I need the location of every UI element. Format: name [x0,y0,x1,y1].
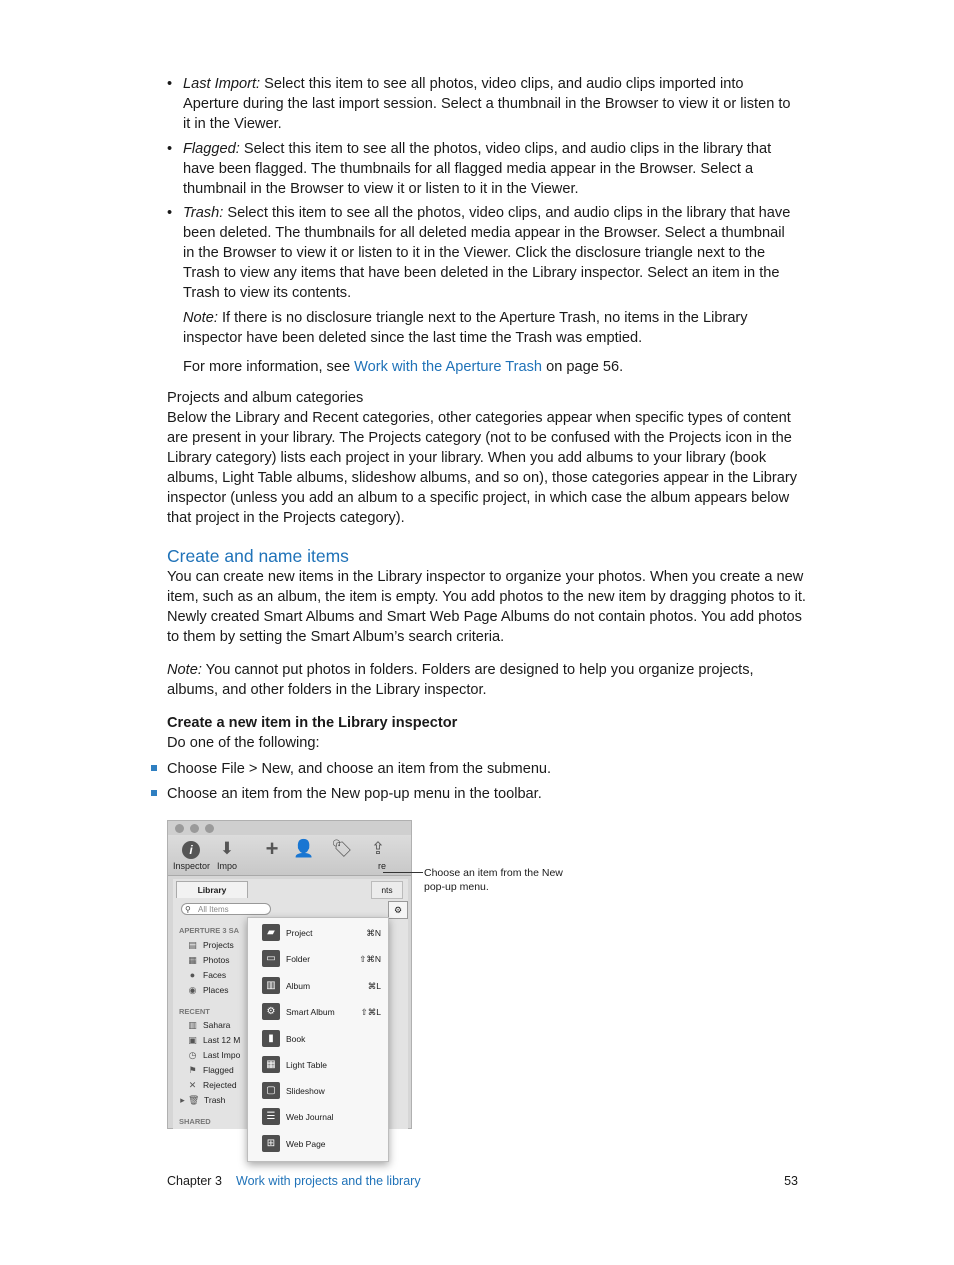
light-table-icon: ▦ [262,1056,280,1073]
square-bullet [151,790,157,796]
bullet-text: Select this item to see all the photos, video clips, and audio clips in the library that have been deleted. The thumbnails for all deleted media appear in the Browser. Select a thumbnail in the Browser to view it or listen to it in the Viewer. Click the disclosure triangle next to the Trash to view any items that have been deleted in the Library inspector. Select an item in the Trash to view its contents. [183,205,791,301]
bullet-last-import [167,74,792,134]
gear-icon: ⚙ [393,905,403,915]
figure-callout: Choose an item from the New pop-up menu. [424,867,563,893]
more-info-post: on page 56. [542,359,624,375]
footer-chapter-title[interactable]: Work with projects and the library [236,1174,421,1188]
keyword-button[interactable] [323,839,359,875]
window-titlebar [168,821,411,835]
section-aperture: APERTURE 3 SA [179,926,240,935]
search-input[interactable] [181,903,271,915]
recent-item[interactable]: ⚑ Flagged [188,1065,234,1075]
slideshow-icon: ▢ [262,1082,280,1099]
note-trash [183,308,793,348]
recent-item[interactable]: ◷ Last Impo [188,1050,241,1060]
bullet-text: Select this item to see all photos, video clips, and audio clips imported into Aperture during the last import session. Select a thumbnail in the Browser to view it or listen to it in the Viewer. [183,76,791,132]
bullet-term: Last Import: [183,76,261,92]
menu-item-light-table[interactable]: ▦ Light Table [248,1052,388,1078]
folder-icon: ▭ [262,950,280,967]
recent-item[interactable]: ✕ Rejected [188,1080,237,1090]
library-item[interactable]: ▦ Photos [188,955,230,965]
person-icon: 👤 [293,839,315,858]
calendar-icon: ▣ [188,1035,197,1045]
library-item[interactable]: ◉ Places [188,985,229,995]
flag-icon: ⚑ [188,1065,197,1075]
action-gear-button[interactable] [388,901,408,919]
toolbar [168,835,411,876]
bullet-text: Select this item to see all the photos, video clips, and audio clips in the library that have been flagged. The thumbnails for all flagged media appear in the Browser. Select a thumbnail in the Browser to view it or listen to it in the Viewer. [183,141,772,197]
smart-album-icon: ⚙ [262,1003,280,1020]
section-title: Create and name items [167,546,349,566]
clock-icon: ◷ [188,1050,197,1060]
new-popup-menu [247,917,389,1162]
page-number: 53 [784,1174,798,1188]
more-info [183,357,793,377]
inspector-tabs [176,881,406,897]
tab-library[interactable]: Library [176,881,248,898]
search-placeholder: All Items [198,905,229,914]
recent-item[interactable]: ▥ Sahara [188,1020,231,1030]
create-body: You can create new items in the Library inspector to organize your photos. When you create a new item, such as an album, the item is empty. You add photos to the new item by dragging photos to it. Newly created Smart Albums and Smart Web Page Albums do not contain photos. You add photos to them by setting the Smart Album’s search criteria. [167,569,806,645]
minimize-window-icon[interactable] [190,824,199,833]
menu-item-folder[interactable]: ▭ Folder ⇧⌘N [248,946,388,972]
trash-icon: 🗑 [188,1095,200,1105]
disclosure-triangle-icon[interactable]: ▸ [180,1095,185,1105]
more-info-pre: For more information, see [183,359,355,375]
task-step-2 [151,784,801,804]
projects-section [167,388,807,528]
inspector-label: Inspector [173,861,211,871]
note-text: You cannot put photos in folders. Folders are designed to help you organize projects, albums, and other folders in the Library inspector. [167,662,754,698]
search-icon: ⚲ [185,905,191,914]
bullet-marker: • [167,141,173,157]
library-item[interactable]: ▤ Projects [188,940,234,950]
inspector-button[interactable] [173,839,209,875]
x-icon: ✕ [188,1080,197,1090]
web-page-icon: ⊞ [262,1135,280,1152]
bullet-term: Trash: [183,205,224,221]
projects-icon: ▤ [188,940,197,950]
share-label: re [377,861,386,871]
recent-item[interactable]: ▣ Last 12 M [188,1035,241,1045]
task-block [167,713,807,753]
step-text: Choose an item from the New pop-up menu in the toolbar. [167,786,542,802]
note-label: Note: [183,310,218,326]
callout-leader-line [383,872,423,873]
task-heading: Create a new item in the Library inspector [167,715,458,731]
tag-icon: 🏷 [331,839,353,858]
task-step-1 [151,759,801,779]
import-label: Impo [216,861,237,871]
note-text: If there is no disclosure triangle next to the Aperture Trash, no items in the Library inspector have been deleted since the last time the Trash was emptied. [183,310,748,346]
book-icon: ▮ [262,1030,280,1047]
close-window-icon[interactable] [175,824,184,833]
task-intro: Do one of the following: [167,735,320,751]
zoom-window-icon[interactable] [205,824,214,833]
bullet-marker: • [167,76,173,92]
library-inspector [173,879,408,1149]
bullet-term: Flagged: [183,141,240,157]
info-icon: i [182,841,200,859]
photos-icon: ▦ [188,955,197,965]
section-recent: RECENT [179,1007,210,1016]
import-button[interactable] [215,839,239,875]
projects-body: Below the Library and Recent categories, other categories appear when specific types of content are present in your library. The Projects category (not to be confused with the Projects icon in the Library category) lists each project in your library. When you add albums to your library (book albums, Light Table albums, slideshow albums, and so on), those categories appear in the Library inspector (unless you add an album to a specific project, in which case the album appears below that project in the Projects category). [167,410,798,526]
menu-item-slideshow[interactable]: ▢ Slideshow [248,1078,388,1104]
share-button[interactable] [360,839,396,875]
trash-link[interactable]: Work with the Aperture Trash [354,359,543,375]
menu-item-web-page[interactable]: ⊞ Web Page [248,1131,388,1157]
footer-chapter: Chapter 3 [167,1174,222,1188]
section-shared: SHARED [179,1117,211,1126]
share-icon: ⇪ [370,839,386,858]
plus-icon: + [265,836,279,861]
library-item[interactable]: ● Faces [187,970,226,981]
faces-button[interactable] [285,839,321,875]
menu-item-book[interactable]: ▮ Book [248,1026,388,1052]
bullet-trash [167,203,792,303]
note-label: Note: [167,662,202,678]
project-icon: ▰ [262,924,280,941]
create-section [167,545,807,647]
recent-item[interactable]: ▸ 🗑 Trash [177,1095,225,1106]
bullet-flagged [167,139,792,199]
aperture-screenshot [167,820,412,1149]
faces-icon: ● [189,970,196,980]
album-icon: ▥ [262,977,280,994]
download-arrow-icon: ⬇ [219,839,235,858]
menu-item-smart-album[interactable]: ⚙ Smart Album ⇧⌘L [248,999,388,1025]
tab-adjustments[interactable]: nts [371,881,403,899]
places-icon: ◉ [188,985,197,995]
web-journal-icon: ☰ [262,1108,280,1125]
menu-item-album[interactable]: ▥ Album ⌘L [248,973,388,999]
menu-item-project[interactable]: ▰ Project ⌘N [248,920,388,946]
bullet-marker: • [167,205,173,221]
note-folders [167,660,777,700]
album-icon: ▥ [188,1020,197,1030]
step-text: Choose File > New, and choose an item from the submenu. [167,761,552,777]
projects-heading: Projects and album categories [167,390,364,406]
menu-item-web-journal[interactable]: ☰ Web Journal [248,1104,388,1130]
square-bullet [151,765,157,771]
